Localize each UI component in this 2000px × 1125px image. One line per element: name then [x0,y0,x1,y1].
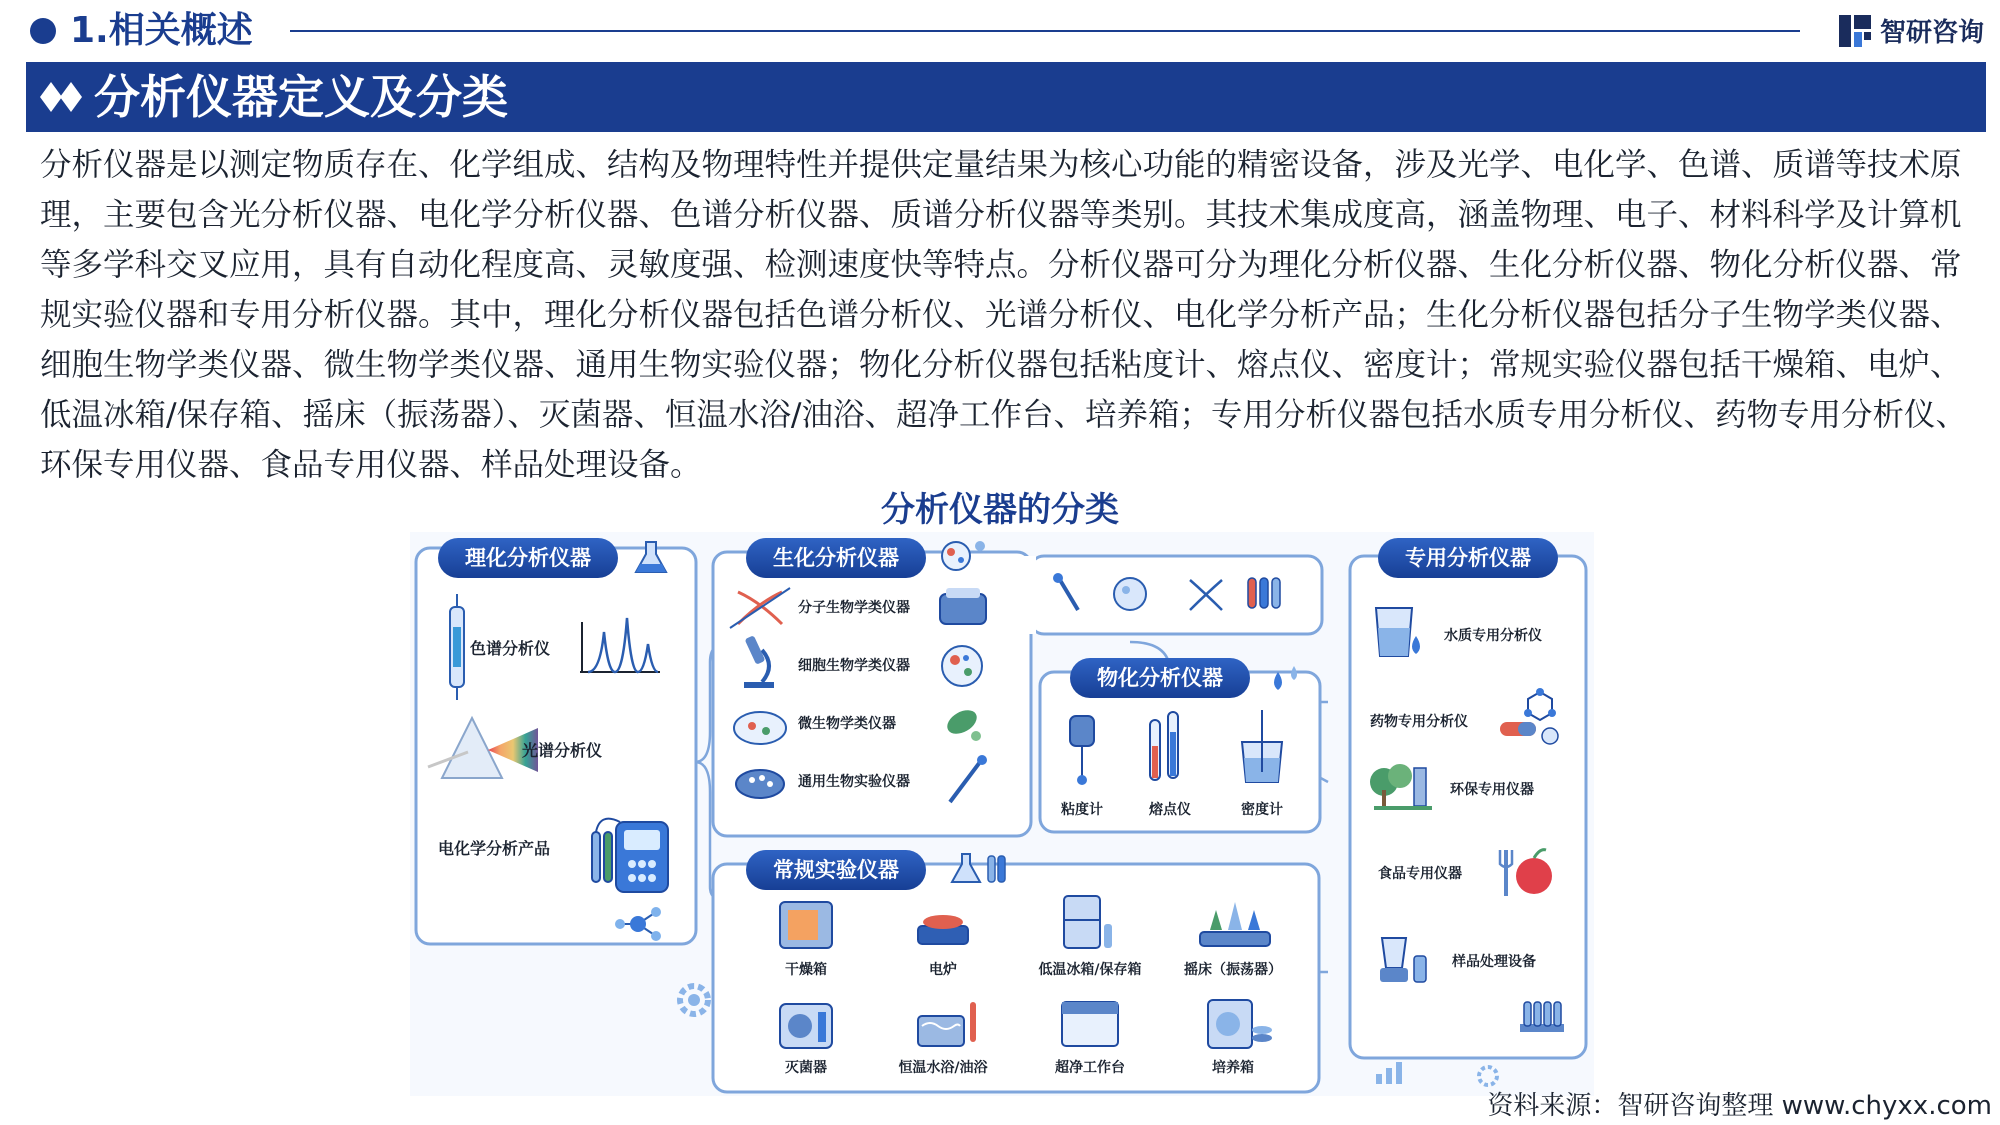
pcr-machine-icon [940,588,986,624]
item-label: 恒温水浴/油浴 [898,1060,988,1076]
section-bullet-icon [30,18,56,44]
clean-bench-icon [1062,1002,1118,1046]
item-label: 摇床（振荡器） [1184,962,1282,978]
gear-icon [680,986,708,1014]
item-label: 粘度计 [1061,802,1103,818]
group-title: 生化分析仪器 [773,546,899,570]
item-label: 药物专用分析仪 [1370,714,1468,730]
item-label: 干燥箱 [785,962,827,978]
banner-title: 分析仪器定义及分类 [94,70,508,124]
item-label: 超净工作台 [1055,1060,1125,1076]
group-title: 专用分析仪器 [1405,546,1531,570]
group-title: 理化分析仪器 [465,546,591,570]
item-label: 分子生物学类仪器 [798,600,910,616]
electric-stove-icon [918,915,968,944]
chromatography-column-icon [450,594,464,700]
culture-dish-icon [734,712,786,744]
panel-routine [680,850,1319,1092]
item-label: 水质专用分析仪 [1444,628,1542,644]
sterilizer-icon [780,1004,832,1048]
test-tubes-icon [1248,578,1280,608]
brand-logo [1838,12,1984,49]
item-label: 电化学分析产品 [438,839,551,858]
drying-oven-icon [780,902,832,948]
small-gear-icon [1479,1067,1497,1085]
item-label: 微生物学类仪器 [798,716,896,732]
double-diamond-icon [38,80,86,114]
classification-diagram [410,532,1594,1096]
item-label: 光谱分析仪 [522,741,603,760]
zhiyan-logo-icon [1838,14,1872,48]
panel-specialized [1350,538,1586,1085]
item-label: 电炉 [929,962,957,978]
item-label: 食品专用仪器 [1378,866,1462,882]
item-label: 通用生物实验仪器 [798,774,910,790]
petri-dish-icon [942,646,982,686]
item-label: 熔点仪 [1149,802,1191,818]
description-paragraph: 分析仪器是以测定物质存在、化学组成、结构及物理特性并提供定量结果为核心功能的精密设备，涉及光学、电化学、色谱、质谱等技术原理，主要包含光分析仪器、电化学分析仪器、色谱分析仪器、质谱分析仪器等类别。其技术集成度高，涵盖物理、电子、材料科学及计算机等多学科交叉应用，具有自动化程度高、灵敏度强、检测速度快等特点。分析仪器可分为理化分析仪器、生化分析仪器、物化分析仪器、常规实验仪器和专用分析仪器。其中，理化分析仪器包括色谱分析仪、光谱分析仪、电化学分析产品；生化分析仪器包括分子生物学类仪器、细胞生物学类仪器、微生物学类仪器、通用生物实验仪器；物化分析仪器包括粘度计、熔点仪、密度计；常规实验仪器包括干燥箱、电炉、低温冰箱/保存箱、摇床（振荡器）、灭菌器、恒温水浴/油浴、超净工作台、培养箱；专用分析仪器包括水质专用分析仪、药物专用分析仪、环保专用仪器、食品专用仪器、样品处理设备。 [40,147,1967,483]
section-heading: 1.相关概述 [70,10,253,51]
group-title: 常规实验仪器 [773,858,899,882]
source-note: 资料来源：智研咨询整理 www.chyxx.com [1487,1091,1992,1121]
brand-name: 智研咨询 [1880,18,1985,48]
item-label: 密度计 [1241,802,1283,818]
item-label: 低温冰箱/保存箱 [1038,962,1142,978]
bar-chart-icon [1376,1062,1402,1084]
panel-physicochemical [1040,658,1320,832]
item-label: 细胞生物学类仪器 [798,658,910,674]
virus-icon [1114,578,1146,610]
item-label: 灭菌器 [785,1060,827,1076]
item-label: 环保专用仪器 [1450,782,1534,798]
item-label: 色谱分析仪 [470,639,551,658]
item-label: 培养箱 [1212,1060,1254,1076]
diagram-title: 分析仪器的分类 [881,490,1119,530]
group-title: 物化分析仪器 [1097,666,1223,690]
panel-physical-chemical [416,538,696,944]
item-label: 样品处理设备 [1452,954,1536,970]
header-divider [290,30,1800,32]
centrifuge-icon [736,770,784,798]
